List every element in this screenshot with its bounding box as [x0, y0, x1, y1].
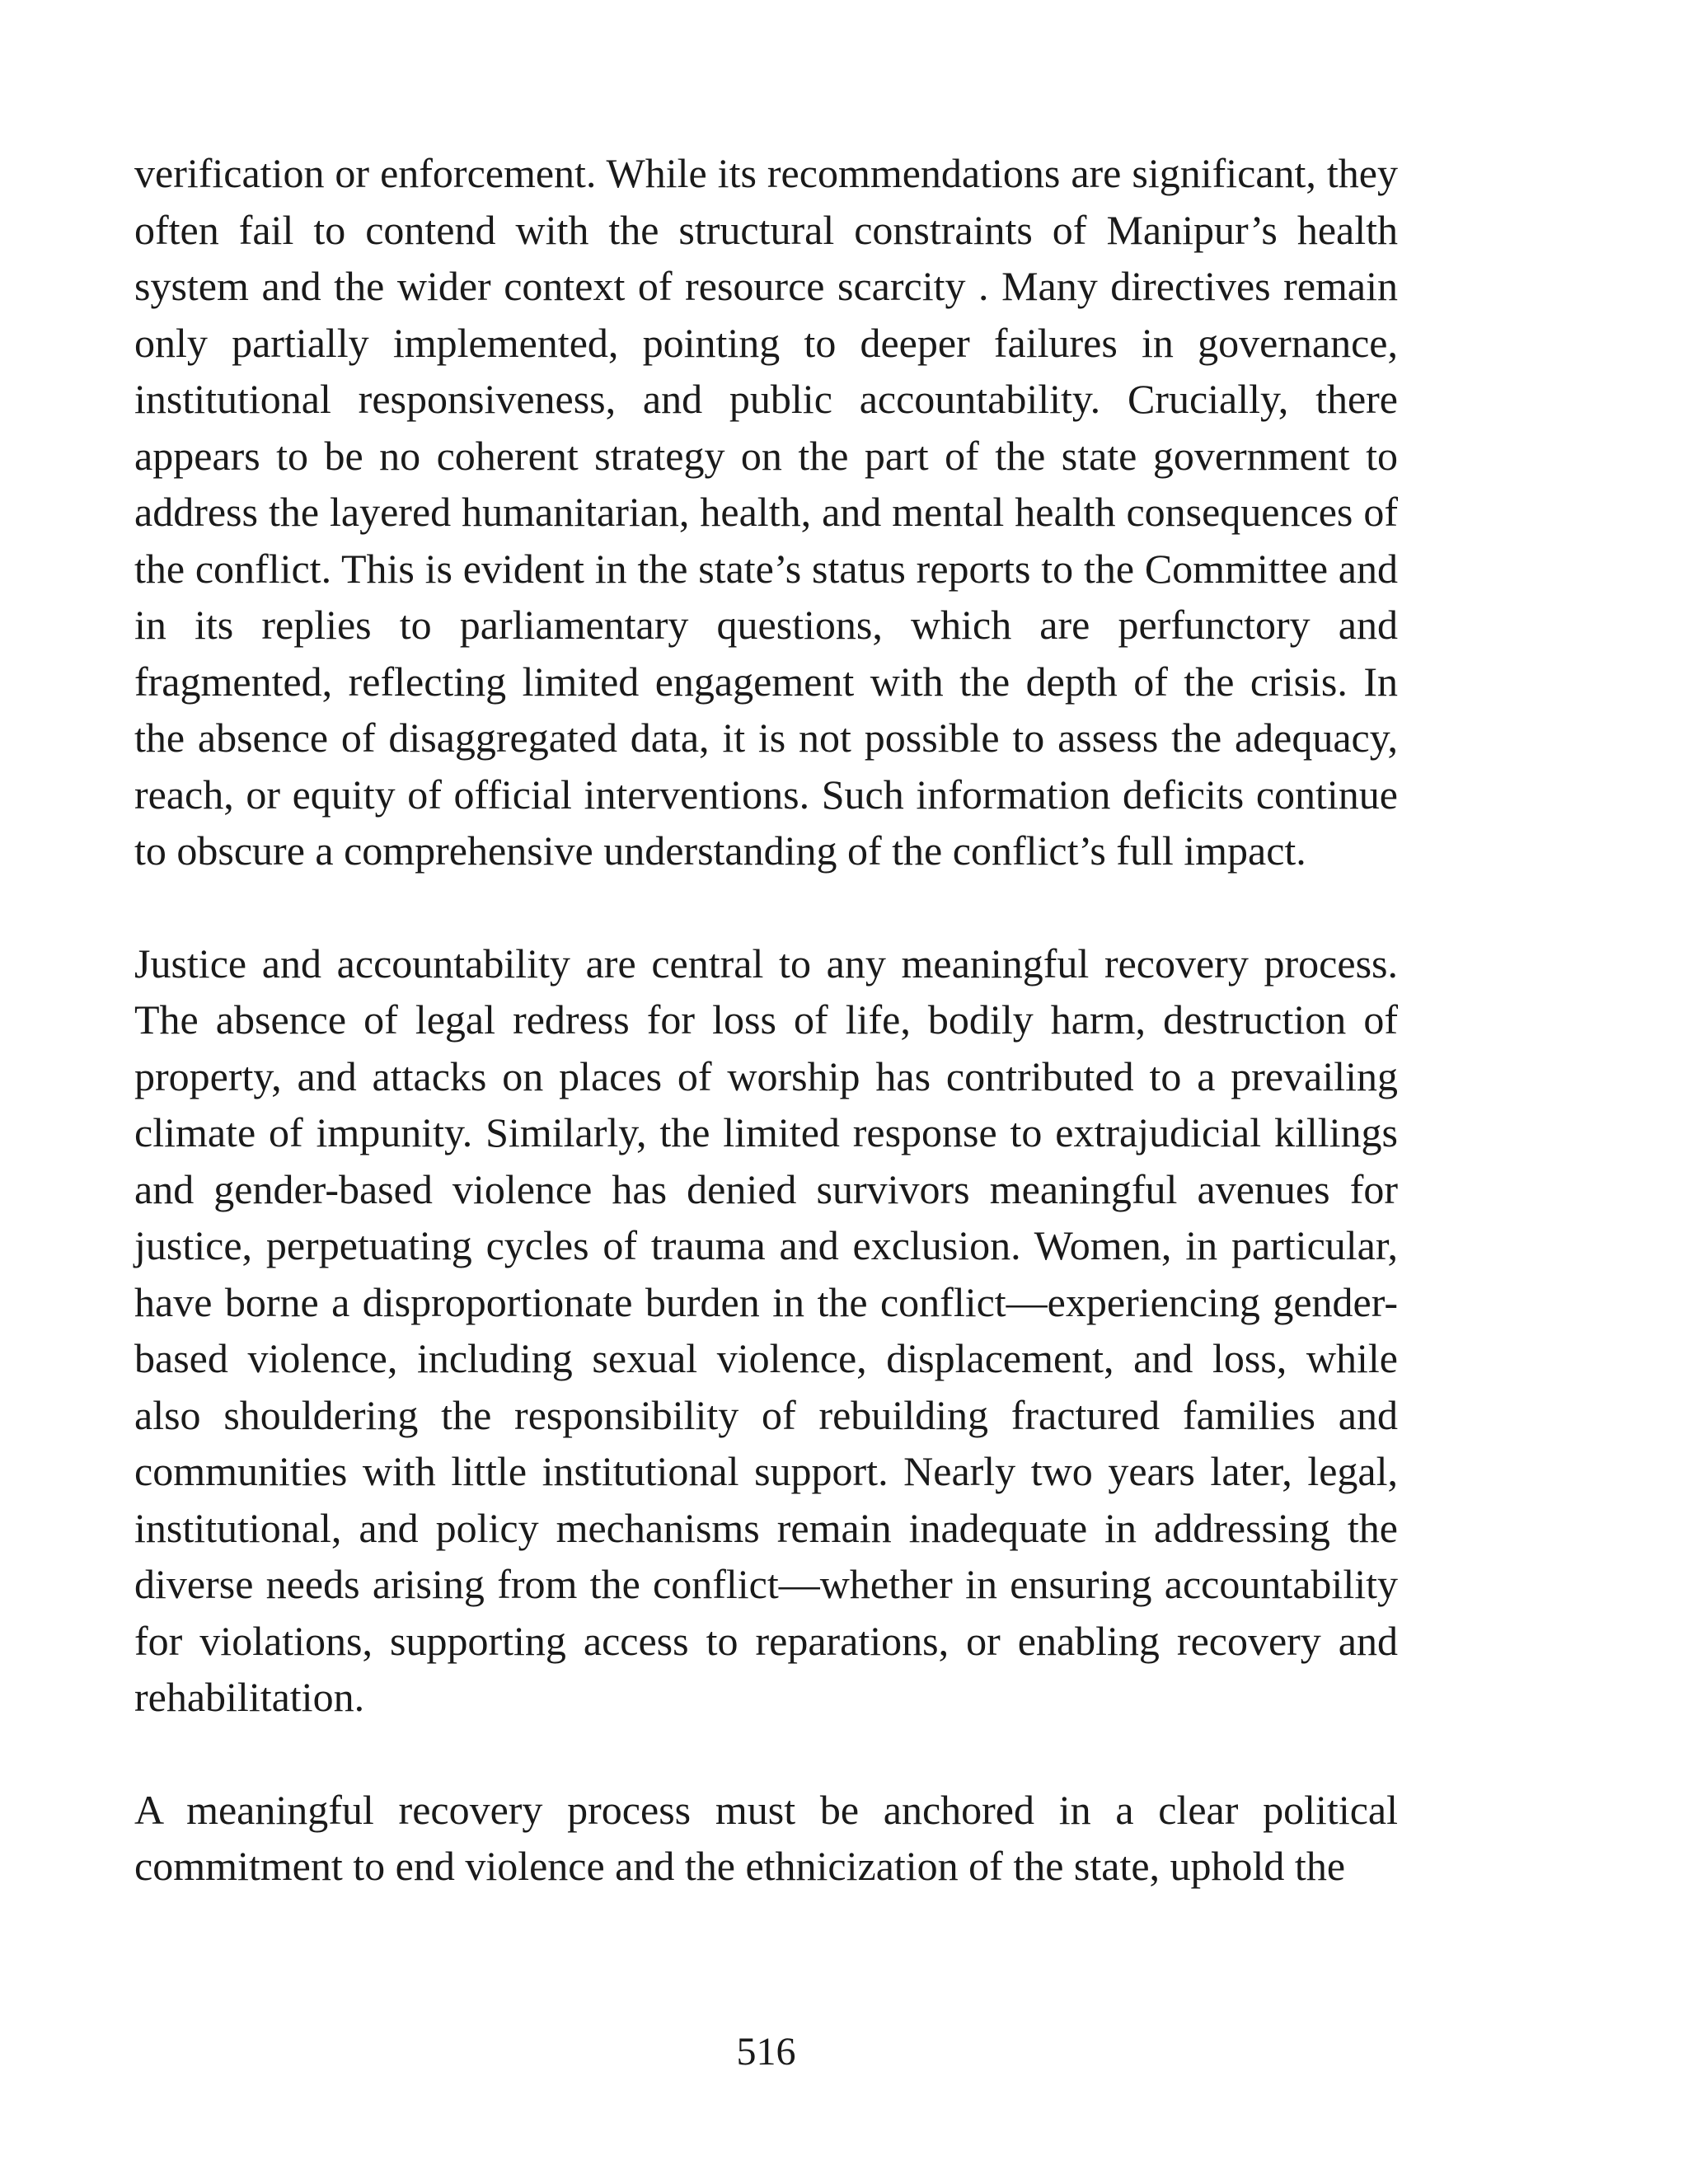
- paragraph-1: verification or enforcement. While its recommendations are significant, they often fail to contend with the structural constraints of Manipur’s health system and the wider context of resource scarcity . Many directives remain only partially implemented, pointing to deeper failures in governance, institutional responsiveness, and public accountability. Crucially, there appears to be no coherent strategy on the part of the state government to address the layered humanitarian, health, and mental health consequences of the conflict. This is evident in the state’s status reports to the Committee and in its replies to parliamentary questions, which are perfunctory and fragmented, reflecting limited engagement with the depth of the crisis. In the absence of disaggregated data, it is not possible to assess the adequacy, reach, or equity of official interventions. Such information deficits continue to obscure a comprehensive understanding of the conflict’s full impact.: [134, 150, 1398, 874]
- page-number: 516: [736, 2030, 796, 2074]
- paragraph-3: A meaningful recovery process must be anchored in a clear political commitment to end violence and the ethnicization of the state, uphold the: [134, 1786, 1398, 1889]
- paragraph-2: Justice and accountability are central to any meaningful recovery process. The absence of legal redress for loss of life, bodily harm, destruction of property, and attacks on places of worship has contributed to a prevailing climate of impunity. Similarly, the limited response to extrajudicial killings and gender-based violence has denied survivors meaningful avenues for justice, perpetuating cycles of trauma and exclusion. Women, in particular, have borne a disproportionate burden in the conflict—experiencing gender-based violence, including sexual violence, displacement, and loss, while also shouldering the responsibility of rebuilding fractured families and communities with little institutional support. Nearly two years later, legal, institutional, and policy mechanisms remain inadequate in addressing the diverse needs arising from the conflict—whether in ensuring accountability for violations, supporting access to reparations, or enabling recovery and rehabilitation.: [134, 940, 1398, 1720]
- body-text: [134, 145, 1398, 1895]
